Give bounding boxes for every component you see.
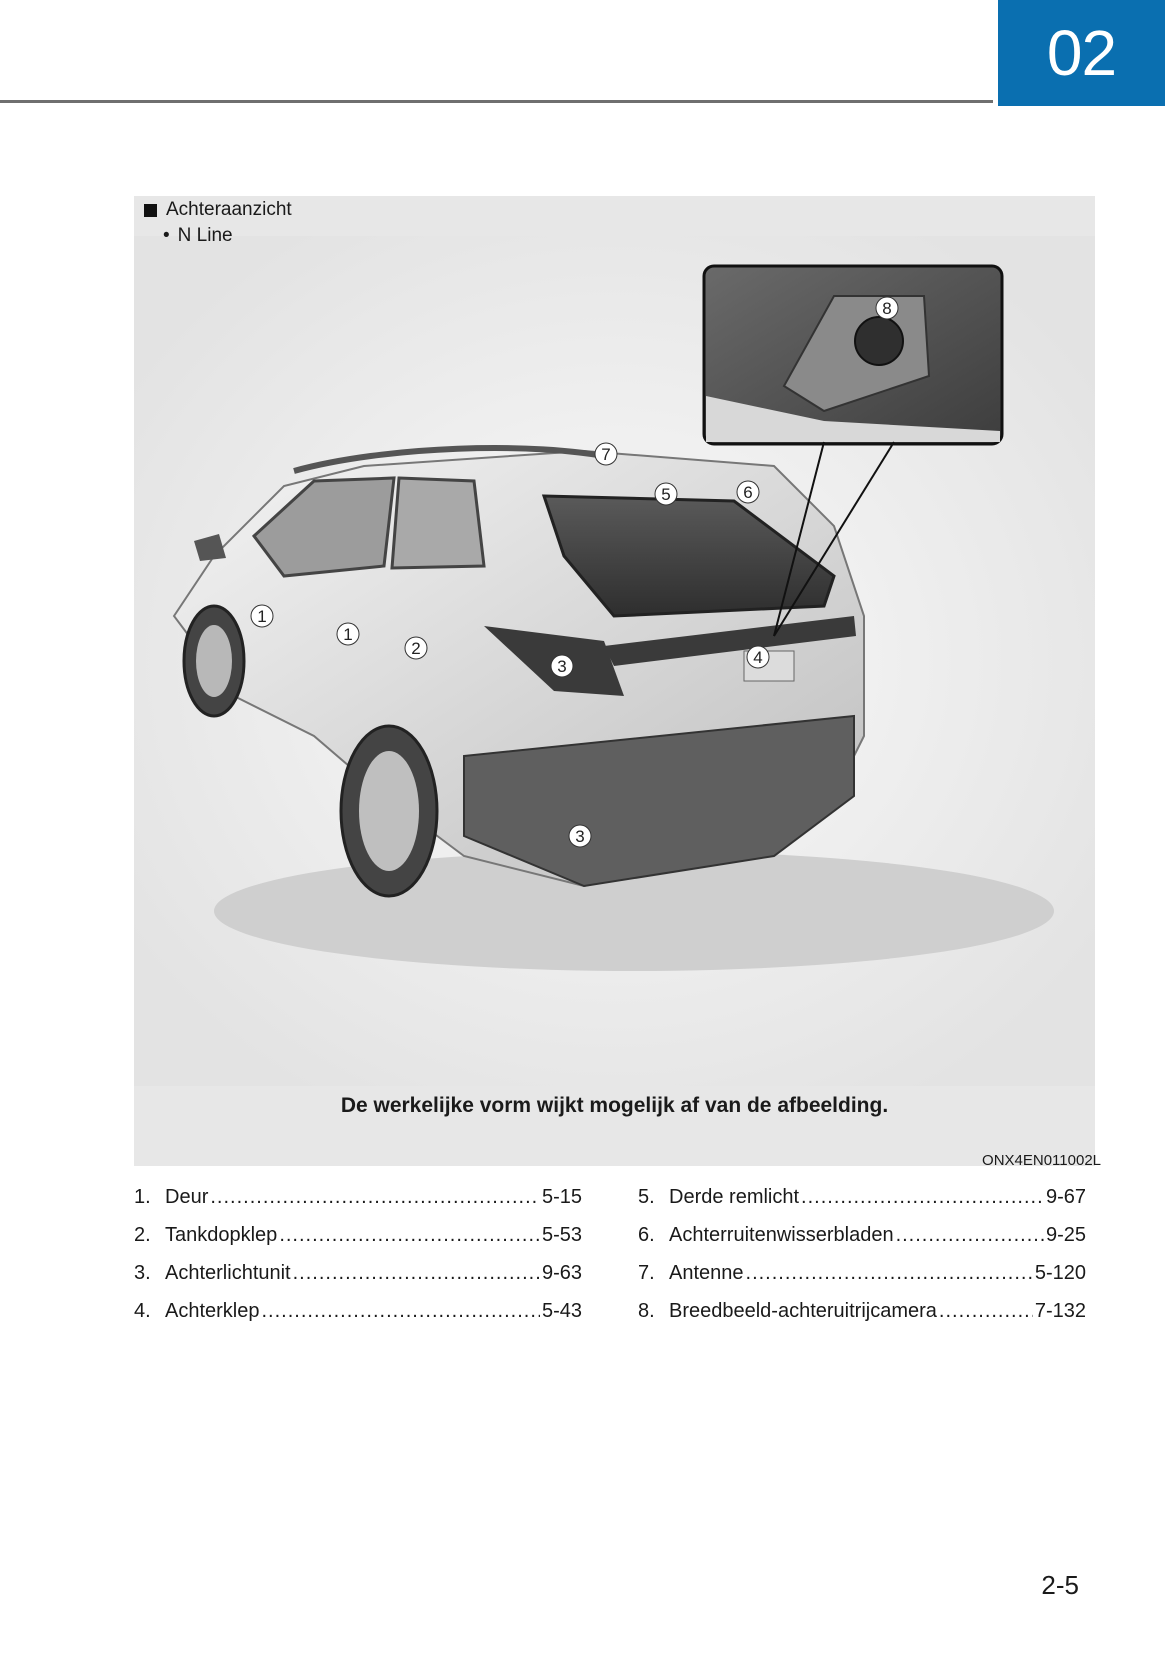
legend-page: 5-43 [541,1300,582,1322]
legend-label: Antenne [669,1262,744,1284]
leader-dots [896,1224,1044,1247]
page-number: 2-5 [1041,1570,1079,1600]
leader-dots [262,1300,540,1323]
svg-text:3: 3 [557,657,567,676]
header-rule [0,100,993,103]
svg-text:1: 1 [343,625,353,644]
svg-text:6: 6 [743,483,753,502]
legend-page: 7-132 [1034,1300,1086,1322]
legend-label: Breedbeeld-achteruitrijcamera [669,1300,937,1322]
legend-item [638,1262,1086,1300]
legend-label: Achterlichtunit [165,1262,291,1284]
legend-label: Tankdopklep [165,1224,278,1246]
callout-5 [655,483,677,505]
car-rear-illustration [134,196,1095,1166]
figure-subheading-text: N Line [177,225,233,246]
legend-page: 5-53 [541,1224,582,1246]
leader-dots [293,1262,540,1285]
callout-3b [569,825,591,847]
leader-dots [279,1224,540,1247]
svg-text:5: 5 [661,485,671,504]
callout-6 [737,481,759,503]
legend-page: 9-67 [1045,1186,1086,1208]
leader-dots [746,1262,1033,1285]
callout-2 [405,637,427,659]
legend-item [638,1224,1086,1262]
legend-item [134,1262,582,1300]
legend-page: 5-15 [541,1186,582,1208]
legend-label: Achterruitenwisserbladen [669,1224,894,1246]
legend-page: 9-63 [541,1262,582,1284]
svg-text:2: 2 [411,639,421,658]
svg-text:3: 3 [575,827,585,846]
legend-num: 1. [134,1186,151,1208]
bullet-icon: • [163,225,170,246]
svg-text:7: 7 [601,445,611,464]
legend-right [638,1186,1086,1338]
legend-num: 7. [638,1262,655,1284]
leader-dots [801,1186,1044,1209]
legend-item [638,1186,1086,1224]
legend-item [134,1186,582,1224]
legend-left [134,1186,582,1338]
callout-4 [747,646,769,668]
callout-1a [251,605,273,627]
leader-dots [210,1186,540,1209]
figure-disclaimer: De werkelijke vorm wijkt mogelijk af van de afbeelding. [340,1094,889,1117]
legend-label: Deur [165,1186,209,1208]
figure-code: ONX4EN011002L [982,1152,1101,1169]
legend-item [134,1224,582,1262]
legend-page: 9-25 [1045,1224,1086,1246]
legend-label: Achterklep [165,1300,260,1322]
legend-item [134,1300,582,1338]
callout-1b [337,623,359,645]
leader-dots [939,1300,1033,1323]
square-bullet-icon [144,204,157,217]
legend-label: Derde remlicht [669,1186,800,1208]
callout-3a [551,655,573,677]
figure-heading-text: Achteraanzicht [166,199,292,220]
svg-text:1: 1 [257,607,267,626]
legend-num: 5. [638,1186,655,1208]
legend-page: 5-120 [1034,1262,1086,1284]
figure-subheading [163,225,233,247]
legend-item [638,1300,1086,1338]
chapter-tab: 02 [998,0,1165,106]
callout-7 [595,443,617,465]
callout-8 [876,297,898,319]
svg-text:8: 8 [882,299,892,318]
svg-text:4: 4 [753,648,763,667]
legend-num: 3. [134,1262,151,1284]
figure [134,196,1095,1166]
legend-num: 2. [134,1224,151,1246]
legend-num: 6. [638,1224,655,1246]
figure-heading [144,199,292,221]
legend-num: 8. [638,1300,655,1322]
legend-num: 4. [134,1300,151,1322]
